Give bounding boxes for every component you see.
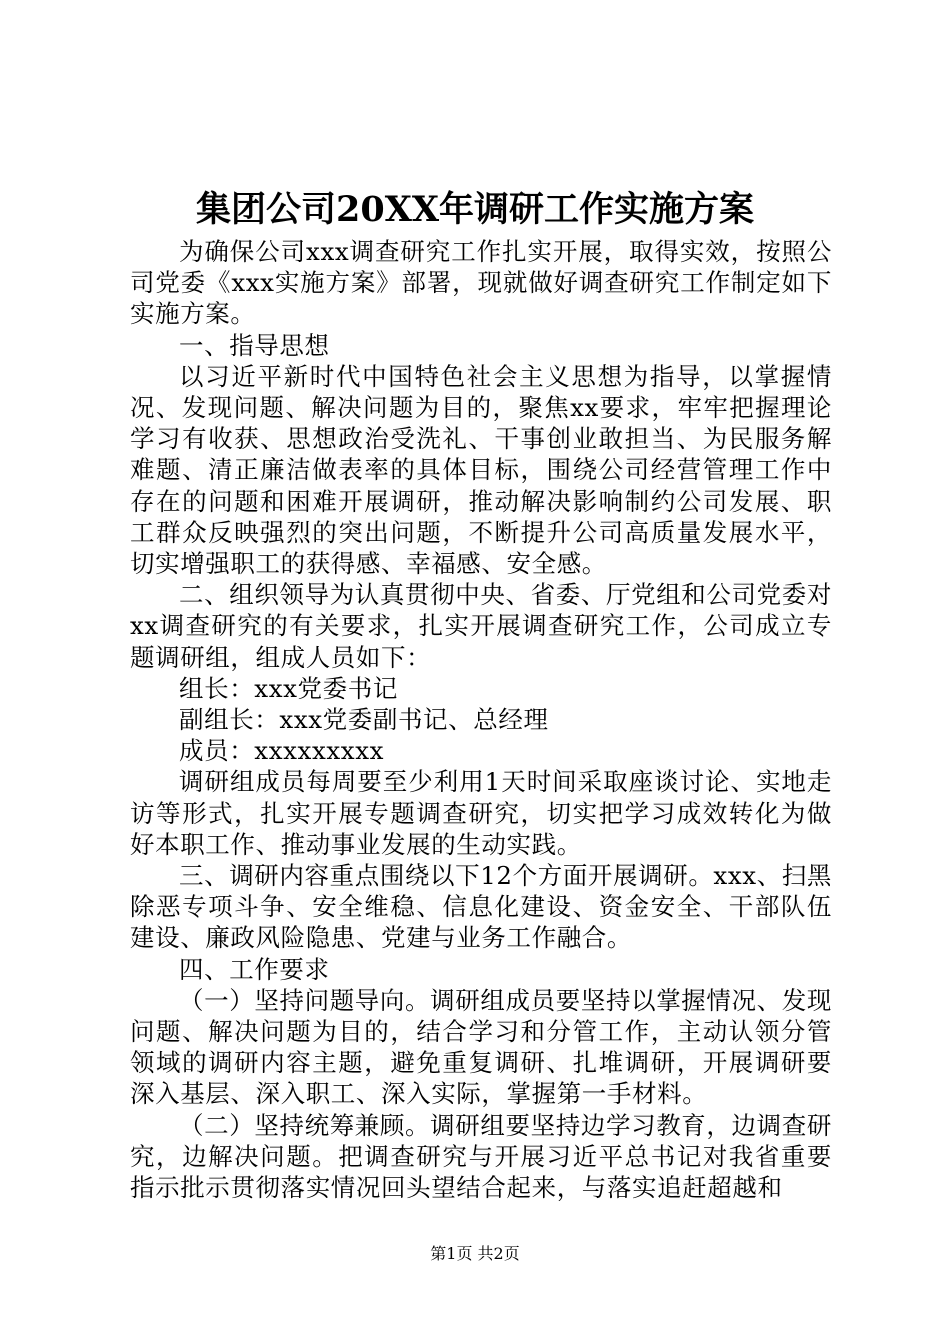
paragraph-weekly-research: 调研组成员每周要至少利用1天时间采取座谈讨论、实地走访等形式，扎实开展专题调查研究，切实把学习成效转化为做好本职工作、推动事业发展的生动实践。 — [130, 767, 832, 859]
paragraph-intro: 为确保公司xxx调查研究工作扎实开展，取得实效，按照公司党委《xxx实施方案》部署，现就做好调查研究工作制定如下实施方案。 — [130, 237, 832, 329]
document-title: 集团公司20XX年调研工作实施方案 — [195, 189, 755, 230]
paragraph-research-content: 三、调研内容重点围绕以下12个方面开展调研。xxx、扫黑除恶专项斗争、安全维稳、信息化建设、资金安全、干部队伍建设、廉政风险隐患、党建与业务工作融合。 — [130, 861, 832, 953]
paragraph-requirement-2: （二）坚持统筹兼顾。调研组要坚持边学习教育，边调查研究，边解决问题。把调查研究与开展习近平总书记对我省重要指示批示贯彻落实情况回头望结合起来，与落实追赶超越和 — [130, 1110, 832, 1203]
section-heading-work-requirements: 四、工作要求 — [179, 954, 330, 984]
team-leader-line: 组长：xxx党委书记 — [179, 673, 398, 703]
document-body — [130, 236, 832, 1203]
paragraph-guiding-thought: 以习近平新时代中国特色社会主义思想为指导，以掌握情况、发现问题、解决问题为目的，聚焦xx要求，牢牢把握理论学习有收获、思想政治受洗礼、干事创业敢担当、为民服务解难题、清正廉洁做表率的具体目标，围绕公司经营管理工作中存在的问题和困难开展调研，推动解决影响制约公司发展、职工群众反映强烈的突出问题，不断提升公司高质量发展水平，切实增强职工的获得感、幸福感、安全感。 — [130, 361, 832, 579]
section-heading-guiding-thought: 一、指导思想 — [179, 330, 330, 360]
paragraph-organization: 二、组织领导为认真贯彻中央、省委、厅党组和公司党委对xx调查研究的有关要求，扎实开展调查研究工作，公司成立专题调研组，组成人员如下： — [130, 580, 832, 672]
paragraph-requirement-1: （一）坚持问题导向。调研组成员要坚持以掌握情况、发现问题、解决问题为目的，结合学习和分管工作，主动认领分管领域的调研内容主题，避免重复调研、扎堆调研，开展调研要深入基层、深入职工、深入实际，掌握第一手材料。 — [130, 985, 832, 1109]
deputy-leader-line: 副组长：xxx党委副书记、总经理 — [179, 705, 549, 735]
page-footer: 第1页 共2页 — [430, 1244, 520, 1263]
members-line: 成员：xxxxxxxxx — [179, 736, 385, 766]
